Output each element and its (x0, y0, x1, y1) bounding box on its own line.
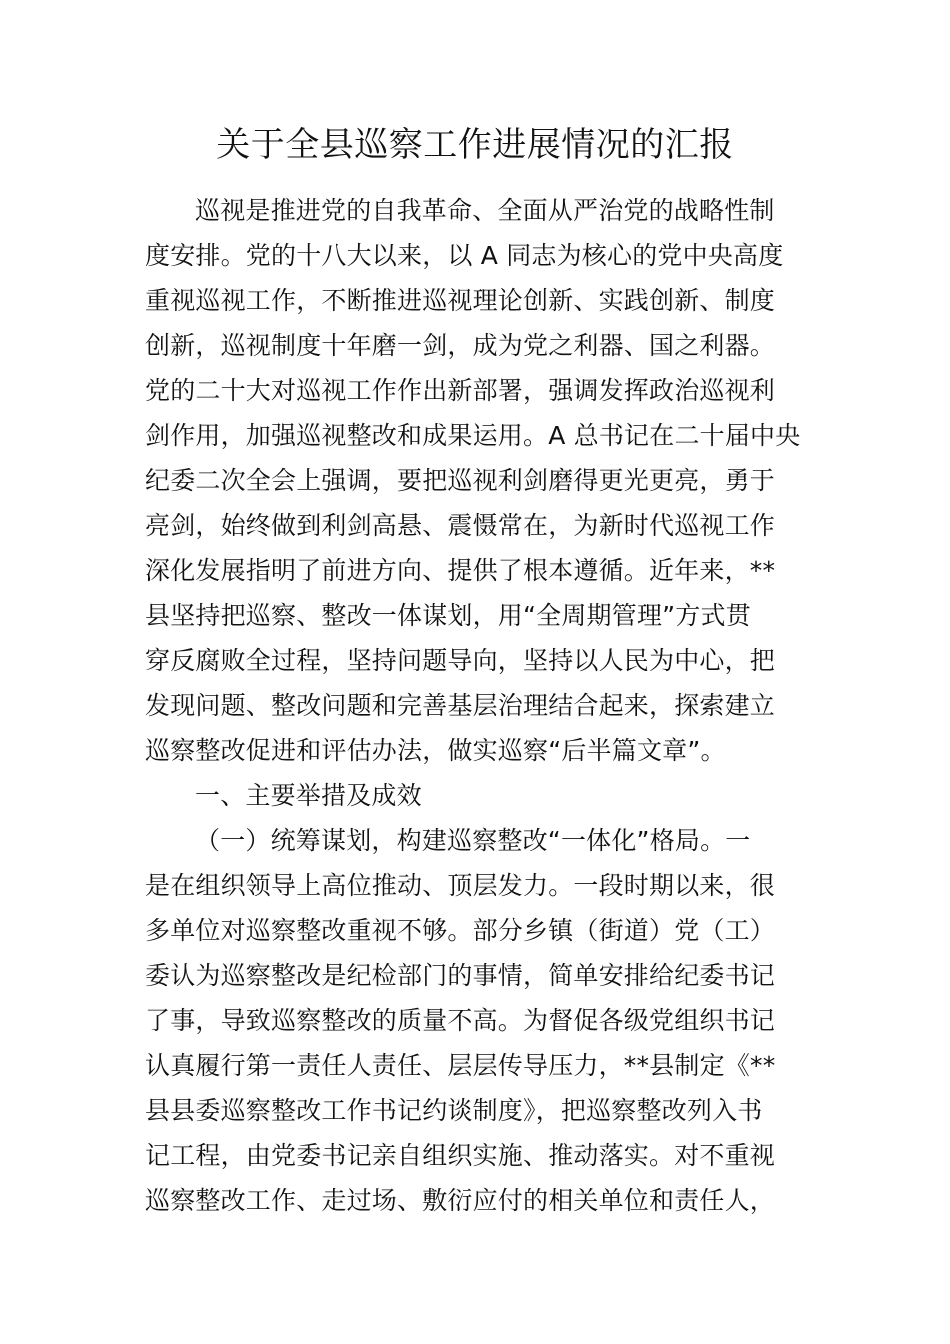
paragraph-line: 巡察整改促进和评估办法，做实巡察“后半篇文章”。 (145, 736, 726, 765)
paragraph-line: 县县委巡察整改工作书记约谈制度》，把巡察整改列入书 (145, 1096, 763, 1125)
paragraph-line: 委认为巡察整改是纪检部门的事情，简单安排给纪委书记 (145, 961, 776, 990)
paragraph-line: 重视巡视工作，不断推进巡视理论创新、实践创新、制度 (145, 286, 776, 315)
paragraph-line: 发现问题、整改问题和完善基层治理结合起来，探索建立 (145, 691, 776, 720)
paragraph-line: 多单位对巡察整改重视不够。部分乡镇（街道）党（工） (145, 916, 776, 945)
paragraph-line: 穿反腐败全过程，坚持问题导向，坚持以人民为中心，把 (145, 646, 776, 675)
paragraph-line: （一）统筹谋划，构建巡察整改“一体化”格局。一 (195, 826, 751, 855)
section-heading: 一、主要举措及成效 (195, 781, 422, 810)
paragraph-line: 亮剑，始终做到利剑高悬、震慑常在，为新时代巡视工作 (145, 511, 776, 540)
paragraph-line: 纪委二次全会上强调，要把巡视利剑磨得更光更亮，勇于 (145, 466, 776, 495)
paragraph-line: 党的二十大对巡视工作作出新部署，强调发挥政治巡视利 (145, 376, 776, 405)
paragraph-line: 是在组织领导上高位推动、顶层发力。一段时期以来，很 (145, 871, 776, 900)
paragraph-line: 了事，导致巡察整改的质量不高。为督促各级党组织书记 (145, 1006, 776, 1035)
paragraph-line: 剑作用，加强巡视整改和成果运用。A 总书记在二十届中央 (145, 421, 801, 450)
paragraph-line: 度安排。党的十八大以来，以 A 同志为核心的党中央高度 (145, 241, 784, 270)
paragraph-line: 记工程，由党委书记亲自组织实施、推动落实。对不重视 (145, 1141, 776, 1170)
paragraph-line: 巡察整改工作、走过场、敷衍应付的相关单位和责任人， (145, 1186, 776, 1215)
paragraph-line: 认真履行第一责任人责任、层层传导压力，**县制定《** (145, 1051, 776, 1080)
document-title: 关于全县巡察工作进展情况的汇报 (216, 125, 734, 165)
paragraph-line: 巡视是推进党的自我革命、全面从严治党的战略性制 (195, 196, 775, 225)
document-body (145, 188, 801, 1223)
paragraph-line: 深化发展指明了前进方向、提供了根本遵循。近年来，** (145, 556, 776, 585)
paragraph-line: 创新，巡视制度十年磨一剑，成为党之利器、国之利器。 (145, 331, 776, 360)
paragraph-line: 县坚持把巡察、整改一体谋划，用“全周期管理”方式贯 (145, 601, 751, 630)
